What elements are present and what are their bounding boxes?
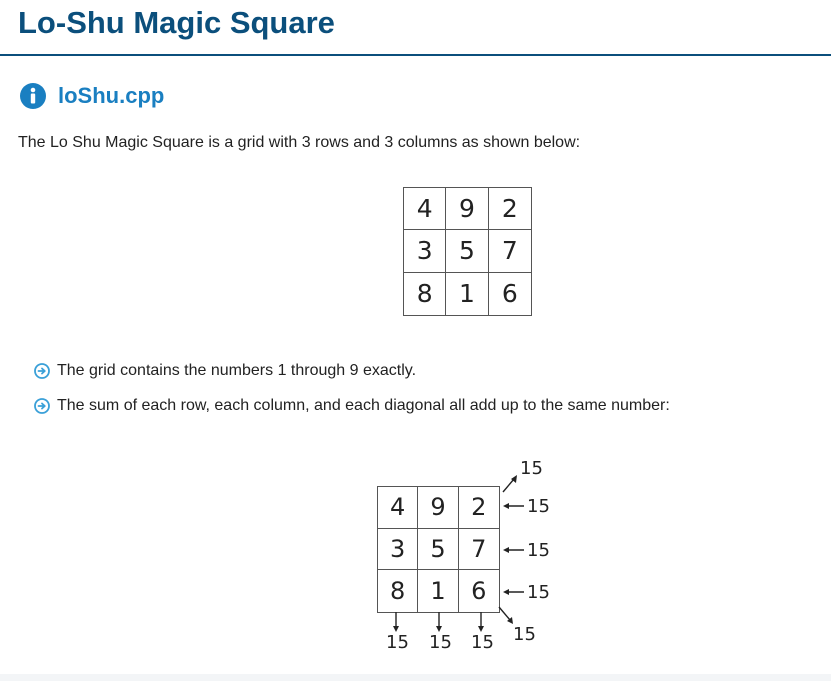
grid-cell: 6 [471,577,487,606]
page-footer-band [0,674,831,681]
grid-cell: 3 [378,529,418,571]
row-sum-label: 15 [527,582,550,603]
bullet-text: The grid contains the numbers 1 through 9 exactly. [57,362,417,379]
grid-cell: 2 [459,487,499,529]
grid-cell: 6 [501,279,518,309]
grid-cell: 7 [459,529,499,571]
column-sum-label: 15 [429,632,452,653]
grid-cell: 9 [446,188,488,230]
file-name: loShu.cpp [58,83,165,108]
grid-cell: 5 [418,529,458,571]
grid-cell: 1 [418,570,458,612]
grid-cell: 9 [418,487,458,529]
grid-cell: 3 [404,230,446,272]
grid-cell: 7 [489,230,531,272]
grid-cell: 5 [446,230,488,272]
diagonal-sum-arrow [499,607,510,620]
diagonal-sum-label: 15 [520,458,543,479]
grid-cell: 2 [489,188,531,230]
grid-cell: 4 [404,188,446,230]
grid-cell: 4 [378,487,418,529]
page-title: Lo-Shu Magic Square [18,5,335,40]
row-sum-label: 15 [527,496,550,517]
grid-cell: 8 [378,570,418,612]
bullet-text: The sum of each row, each column, and each diagonal all add up to the same number: [57,397,670,414]
grid-cell: 1 [446,273,488,315]
diagonal-sum-label: 15 [513,624,536,645]
diagonal-sum-arrow [503,479,514,492]
row-sum-label: 15 [527,540,550,561]
column-sum-label: 15 [471,632,494,653]
row-sum-arrowhead [503,589,509,595]
grid-cell: 8 [404,273,446,315]
row-sum-arrowhead [503,547,509,553]
row-sum-arrowhead [503,503,509,509]
column-sum-label: 15 [386,632,409,653]
intro-text: The Lo Shu Magic Square is a grid with 3 rows and 3 columns as shown below: [18,134,581,151]
